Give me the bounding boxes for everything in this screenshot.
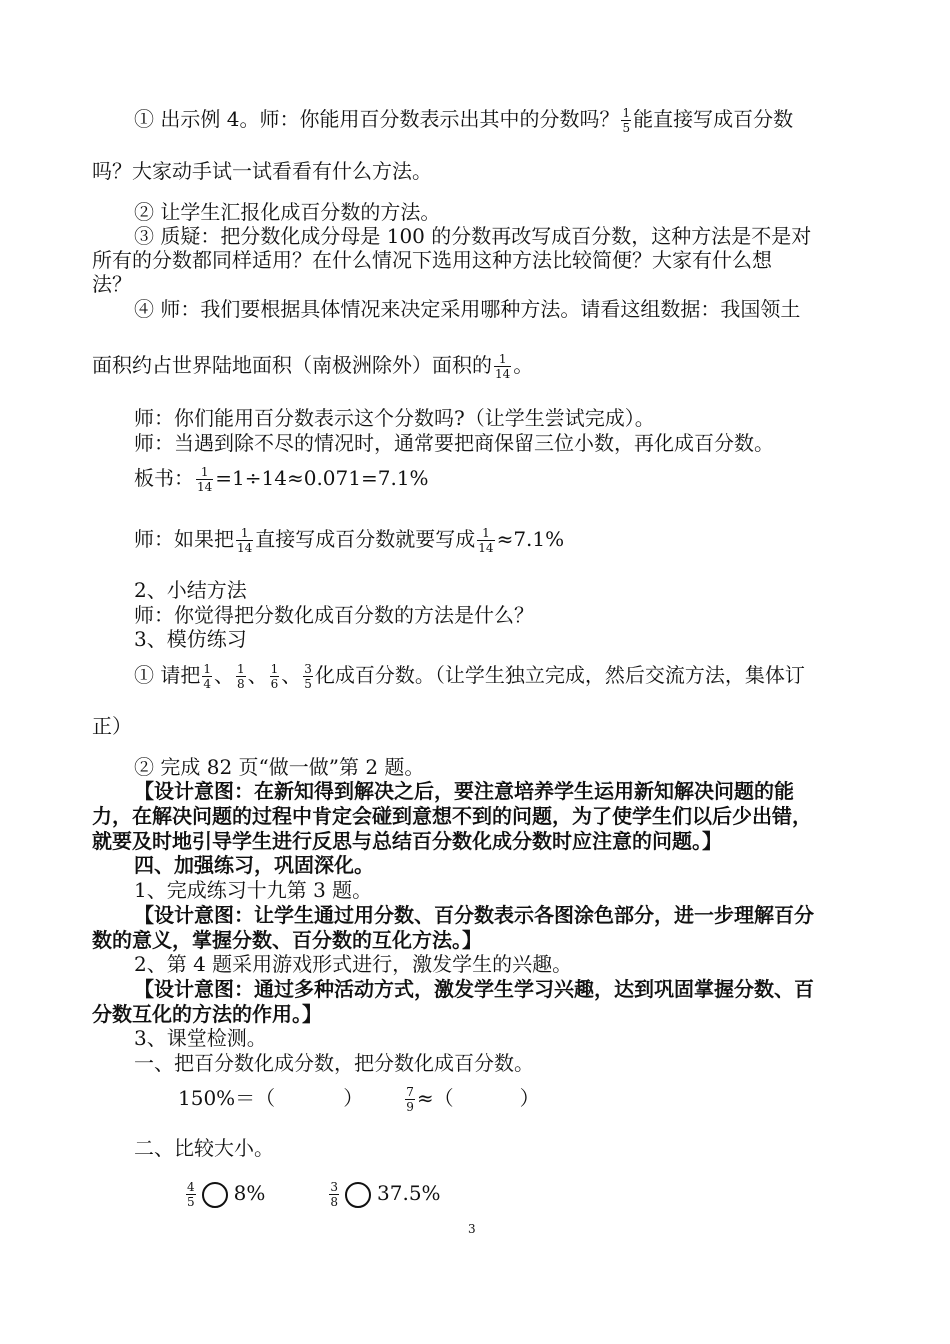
fraction-1-14: $\frac{1}{14}$: [495, 352, 511, 381]
line-8: 面积约占世界陆地面积（南极洲除外）面积的 $\frac{1}{14}$ 。: [92, 352, 534, 381]
exercise-2-heading: 二、比较大小。: [134, 1136, 274, 1160]
exercise-1-row: 150%＝（ ） $\frac{7}{9}$ ≈（ ）: [178, 1085, 540, 1114]
line-23: 1、完成练习十九第 3 题。: [134, 878, 373, 902]
line-13: 2、小结方法: [134, 578, 247, 602]
design-intent-1-line-1: 【设计意图：在新知得到解决之后，要注意培养学生运用新知解决问题的能: [134, 779, 794, 803]
line-14: 师：你觉得把分数化成百分数的方法是什么？: [134, 603, 534, 627]
line-5: 所有的分数都同样适用？在什么情况下选用这种方法比较简便？大家有什么想: [92, 248, 772, 272]
line-11: 板书： $\frac{1}{14}$ =1÷14≈0.071=7.1%: [134, 465, 429, 494]
fraction-1-14: $\frac{1}{14}$: [237, 526, 253, 555]
fraction-1-5: $\frac{1}{5}$: [622, 106, 631, 135]
text: 能直接写成百分数: [633, 107, 794, 131]
fraction-1-4: $\frac{1}{4}$: [203, 662, 211, 691]
line-29: 3、课堂检测。: [134, 1026, 267, 1050]
fraction-1-6: $\frac{1}{6}$: [270, 662, 279, 691]
line-15: 3、模仿练习: [134, 627, 247, 651]
design-intent-1-line-2: 力，在解决问题的过程中肯定会碰到意想不到的问题，为了使学生们以后少出错，: [92, 804, 812, 828]
text: ① 出示例 4。师：你能用百分数表示出其中的分数吗？: [134, 107, 620, 131]
fraction-4-5: $\frac{4}{5}$: [187, 1180, 195, 1209]
line-9: 师：你们能用百分数表示这个分数吗?（让学生尝试完成）。: [134, 406, 655, 430]
exercise-2-row: $\frac{4}{5}$ 8% $\frac{3}{8}$ 37.5%: [187, 1180, 441, 1209]
design-intent-3-line-2: 分数互化的方法的作用。】: [92, 1002, 322, 1026]
design-intent-2-line-2: 数的意义，掌握分数、百分数的互化方法。】: [92, 928, 482, 952]
fraction-1-14: $\frac{1}{14}$: [478, 526, 494, 555]
line-26: 2、第 4 题采用游戏形式进行，激发学生的兴趣。: [134, 952, 573, 976]
line-2: 吗？大家动手试一试看看有什么方法。: [92, 159, 432, 183]
design-intent-2-line-1: 【设计意图：让学生通过用分数、百分数表示各图涂色部分，进一步理解百分: [134, 903, 814, 927]
exercise-1-heading: 一、把百分数化成分数，把分数化成百分数。: [134, 1051, 534, 1075]
line-7: ④ 师：我们要根据具体情况来决定采用哪种方法。请看这组数据：我国领土: [134, 297, 801, 321]
page-number: 3: [468, 1222, 476, 1236]
fraction-1-8: $\frac{1}{8}$: [237, 662, 245, 691]
line-16: ① 请把 $\frac{1}{4}$ 、 $\frac{1}{8}$ 、 $\frac{1}{6}$ 、 $\frac{3}{5}$ 化成百分数。（让学生独立完成，然后交流方法，集体订: [134, 662, 805, 691]
line-12: 师：如果把 $\frac{1}{14}$ 直接写成百分数就要写成 $\frac{1}{14}$ ≈7.1%: [134, 526, 565, 555]
fraction-3-5: $\frac{3}{5}$: [304, 662, 312, 691]
line-4: ③ 质疑：把分数化成分母是 100 的分数再改写成百分数，这种方法是不是对: [134, 224, 812, 248]
line-17: 正）: [92, 714, 132, 738]
design-intent-1-line-3: 就要及时地引导学生进行反思与总结百分数化成分数时应注意的问题。】: [92, 829, 722, 853]
fraction-1-14: $\frac{1}{14}$: [197, 465, 213, 494]
line-10: 师：当遇到除不尽的情况时，通常要把商保留三位小数，再化成百分数。: [134, 431, 774, 455]
line-18: ② 完成 82 页“做一做”第 2 题。: [134, 755, 425, 779]
line-6: 法？: [92, 272, 132, 296]
line-1: [134, 106, 793, 135]
comparison-circle: [202, 1182, 228, 1208]
section-heading-4: 四、加强练习，巩固深化。: [134, 853, 374, 877]
line-3: ② 让学生汇报化成百分数的方法。: [134, 200, 441, 224]
comparison-circle: [345, 1182, 371, 1208]
fraction-7-9: $\frac{7}{9}$: [406, 1085, 414, 1114]
design-intent-3-line-1: 【设计意图：通过多种活动方式，激发学生学习兴趣，达到巩固掌握分数、百: [134, 977, 814, 1001]
fraction-3-8: $\frac{3}{8}$: [330, 1180, 339, 1209]
